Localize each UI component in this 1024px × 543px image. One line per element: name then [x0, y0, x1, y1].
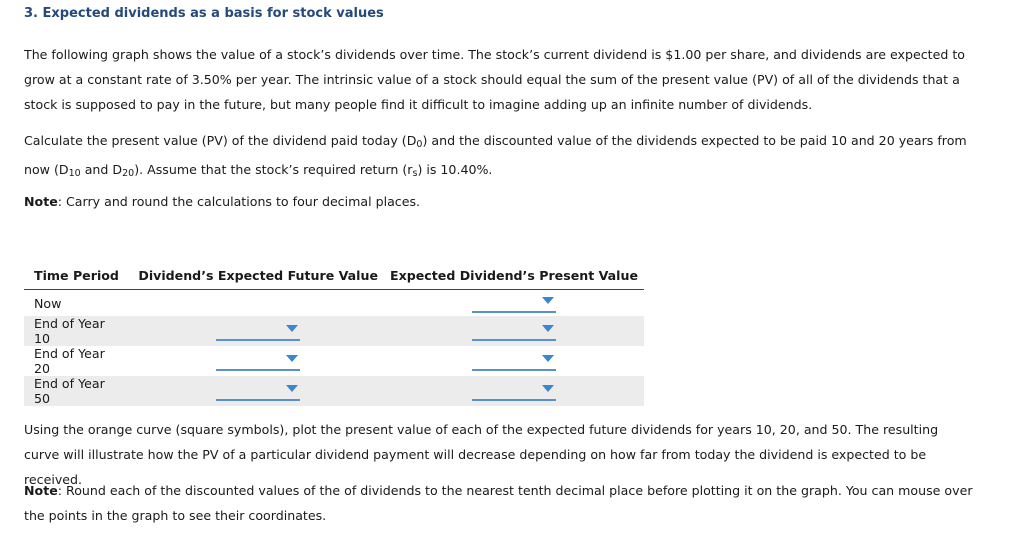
present-value-year-10-cell — [384, 316, 644, 346]
future-value-year-50-dropdown[interactable] — [216, 381, 300, 401]
note-plotting — [24, 478, 974, 528]
present-value-year-50-cell — [384, 376, 644, 406]
period-year-20: End of Year 20 — [34, 346, 105, 376]
instruction-text-d: ). Assume that the stock’s required return (r — [134, 162, 413, 177]
note-label: Note — [24, 194, 58, 209]
plot-instruction-paragraph: Using the orange curve (square symbols), plot the present value of each of the expected future dividends for years 10, 20, and 50. The resulting curve will illustrate how the PV of a particular dividend payment will decrease depending on how far from today the dividend is expected to be received. — [24, 422, 939, 487]
present-value-now-dropdown[interactable] — [472, 293, 556, 313]
header-present-value: Expected Dividend’s Present Value — [384, 264, 644, 290]
instruction-text-e: ) is 10.40%. — [417, 162, 493, 177]
future-value-year-10-dropdown[interactable] — [216, 321, 300, 341]
dropdown-arrow-icon — [542, 297, 554, 304]
note-text: : Round each of the discounted values of the of dividends to the nearest tenth decimal place before plotting it on the graph. You can mouse over the points in the graph to see their coordinates. — [24, 483, 973, 523]
dropdown-arrow-icon — [542, 355, 554, 362]
present-value-year-20-cell — [384, 346, 644, 376]
dropdown-arrow-icon — [286, 385, 298, 392]
present-value-year-10-dropdown[interactable] — [472, 321, 556, 341]
future-value-year-20-dropdown[interactable] — [216, 351, 300, 371]
table-row — [24, 376, 644, 406]
header-time-period: Time Period — [24, 264, 132, 290]
table-row — [24, 346, 644, 376]
note-label: Note — [24, 483, 58, 498]
table-row — [24, 316, 644, 346]
dropdown-arrow-icon — [286, 325, 298, 332]
instruction-text-c: and D — [80, 162, 123, 177]
subscript-20: 20 — [122, 168, 135, 179]
table-row — [24, 290, 644, 317]
instruction-paragraph — [24, 128, 974, 186]
period-year-10: End of Year 10 — [24, 316, 132, 346]
future-value-year-10-cell — [132, 316, 384, 346]
subscript-s: s — [412, 168, 418, 179]
intro-paragraph: The following graph shows the value of a stock’s dividends over time. The stock’s current dividend is $1.00 per share, and dividends are expected to grow at a constant rate of 3.50% per year. The intrinsic value of a stock should equal the sum of the present value (PV) of all of the dividends that a stock is supposed to pay in the future, but many people find it difficult to imagine adding up an infinite number of dividends. — [24, 47, 965, 112]
future-value-now-cell — [132, 290, 384, 317]
dropdown-arrow-icon — [542, 325, 554, 332]
future-value-year-50-cell — [132, 376, 384, 406]
note-text: : Carry and round the calculations to four decimal places. — [57, 194, 421, 209]
subscript-10: 10 — [68, 168, 81, 179]
table-header-row — [24, 264, 644, 290]
section-title: 3. Expected dividends as a basis for stock values — [24, 6, 384, 21]
dropdown-arrow-icon — [542, 385, 554, 392]
instruction-text-a: Calculate the present value (PV) of the dividend paid today (D — [24, 133, 417, 148]
note-rounding — [24, 189, 974, 214]
subscript-0: 0 — [416, 139, 423, 150]
period-now: Now — [34, 295, 62, 311]
period-year-50: End of Year 50 — [24, 376, 132, 406]
future-value-year-20-cell — [132, 346, 384, 376]
present-value-year-50-dropdown[interactable] — [472, 381, 556, 401]
present-value-year-20-dropdown[interactable] — [472, 351, 556, 371]
dividend-table — [24, 264, 644, 406]
present-value-now-cell — [384, 290, 644, 317]
dropdown-arrow-icon — [286, 355, 298, 362]
instruction-text-b: ) and the discounted value of the dividends expected to be paid 10 and 20 years from now (D — [24, 133, 967, 177]
header-future-value: Dividend’s Expected Future Value — [132, 264, 384, 290]
